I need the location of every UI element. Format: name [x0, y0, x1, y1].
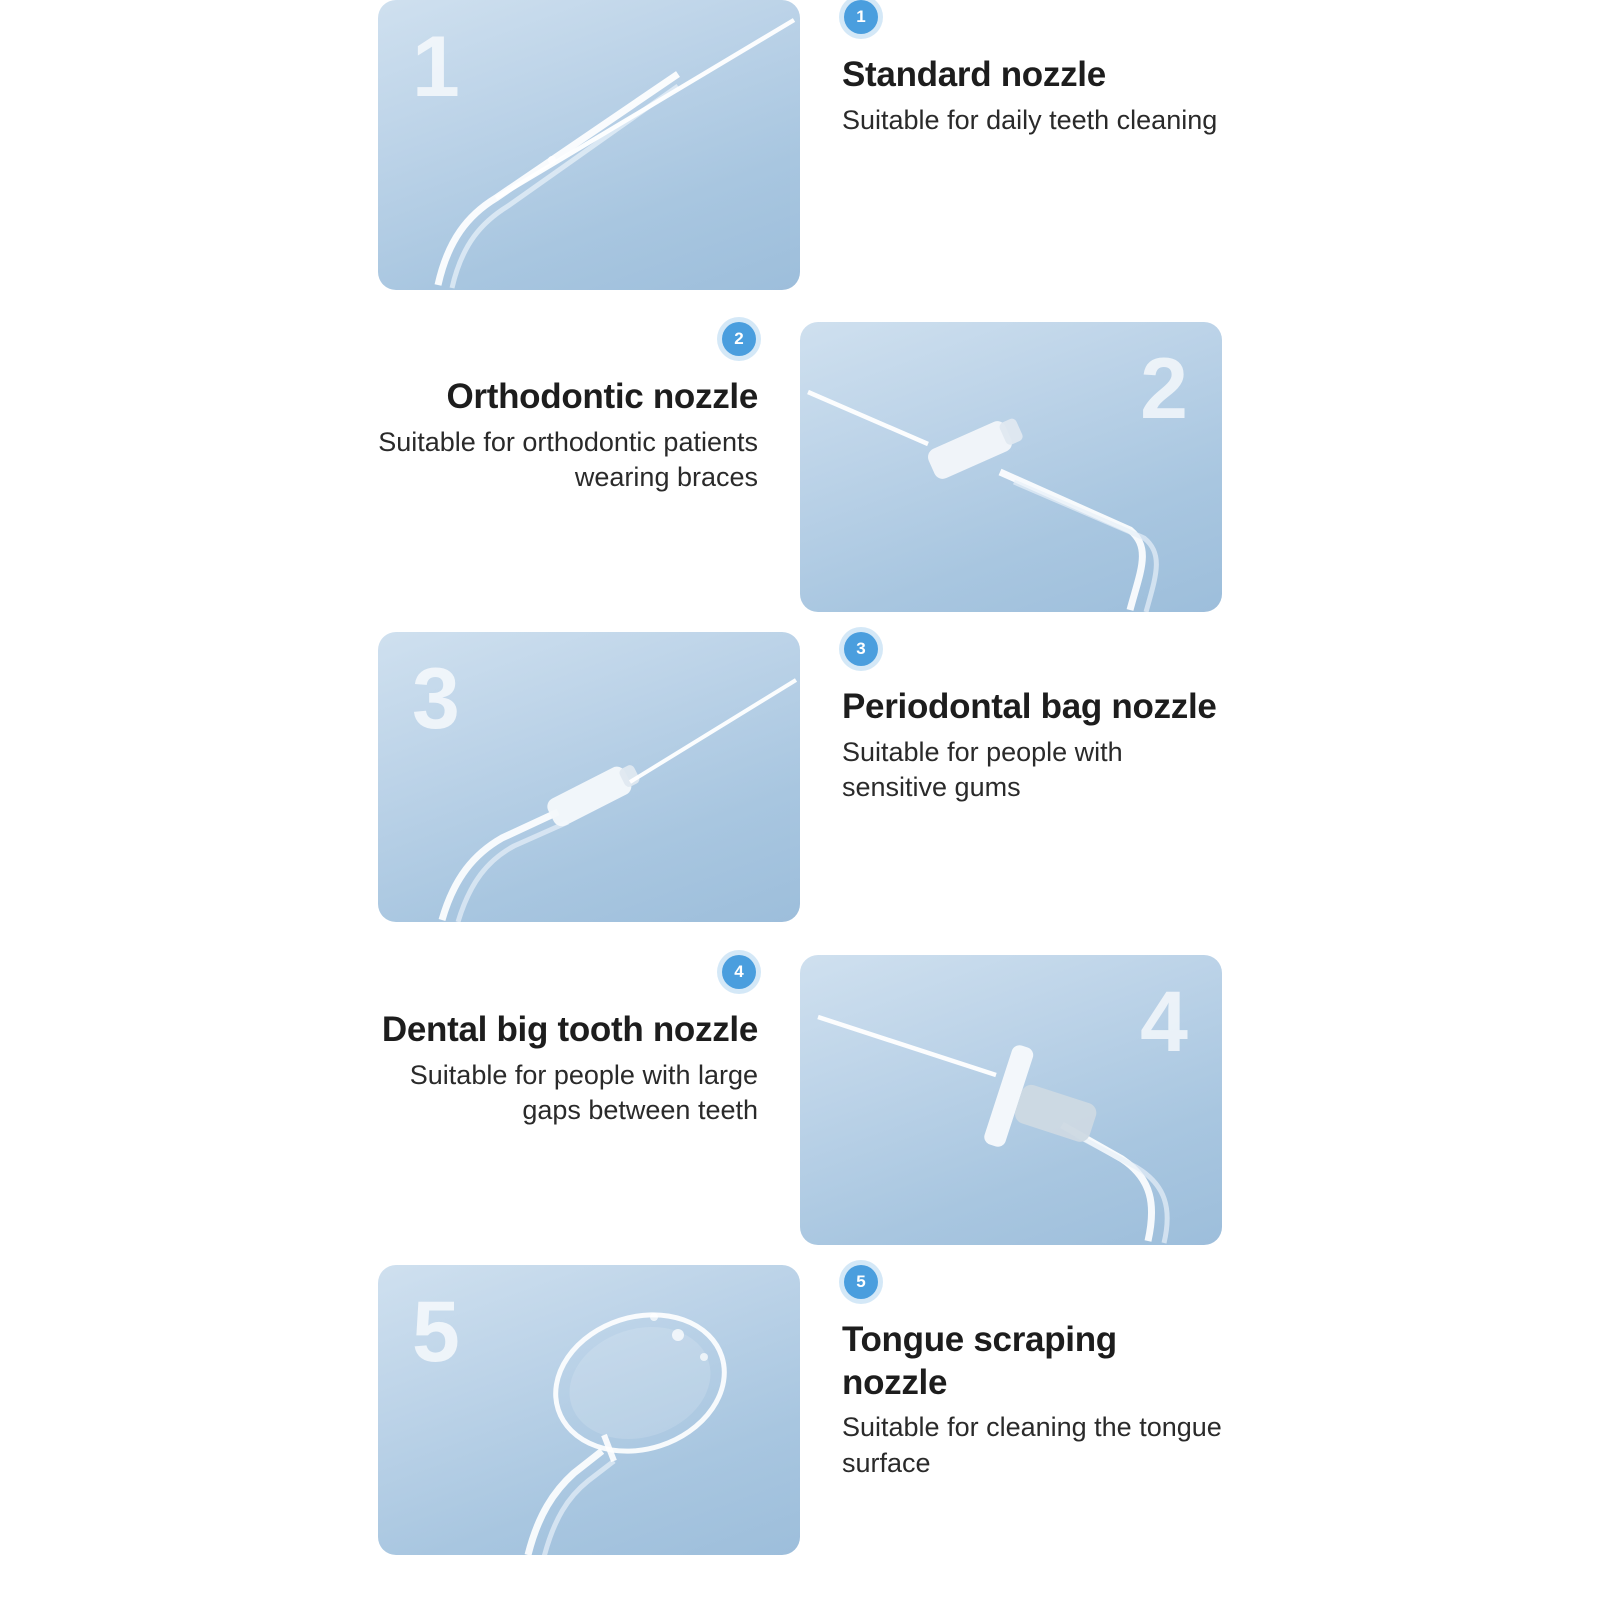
periodontal-bag-nozzle-photo: [378, 632, 800, 922]
nozzle-item-1: [378, 0, 1222, 290]
nozzle-title-3: Periodontal bag nozzle: [842, 687, 1217, 726]
tongue-scraping-nozzle-photo: [378, 1265, 800, 1555]
step-number-3: 3: [412, 651, 460, 747]
step-number-1: 1: [412, 19, 460, 115]
nozzle-item-5: [378, 1265, 1222, 1555]
nozzle-desc-5: Suitable for cleaning the tongue surface: [842, 1412, 1222, 1478]
nozzle-text-3: [800, 632, 1222, 806]
nozzle-text-4: [378, 955, 800, 1129]
orthodontic-nozzle-photo: [800, 322, 1222, 612]
nozzle-title-1: Standard nozzle: [842, 55, 1106, 94]
nozzle-desc-1: Suitable for daily teeth cleaning: [842, 104, 1218, 135]
nozzle-title-4: Dental big tooth nozzle: [381, 1010, 758, 1049]
nozzle-desc-4: Suitable for people with large gaps between teeth: [409, 1059, 758, 1126]
nozzle-title-5: Tongue scraping nozzle: [842, 1320, 1117, 1402]
nozzle-text-1: [800, 0, 1222, 138]
step-badge-1: 1: [844, 0, 878, 34]
standard-nozzle-photo: [378, 0, 800, 290]
nozzle-desc-2: Suitable for orthodontic patients wearing braces: [378, 426, 758, 493]
dental-big-tooth-nozzle-photo: [800, 955, 1222, 1245]
nozzle-desc-3: Suitable for people with sensitive gums: [842, 736, 1123, 803]
nozzle-item-4: [378, 955, 1222, 1245]
step-badge-3: 3: [844, 632, 878, 666]
nozzle-item-3: [378, 632, 1222, 922]
step-number-2: 2: [1140, 341, 1188, 437]
step-badge-4: 4: [722, 955, 756, 989]
step-number-4: 4: [1140, 974, 1188, 1070]
step-badge-2: 2: [722, 322, 756, 356]
nozzle-text-2: [378, 322, 800, 496]
nozzle-text-5: [800, 1265, 1222, 1482]
nozzle-item-2: [378, 322, 1222, 612]
step-number-5: 5: [412, 1284, 460, 1380]
step-badge-5: 5: [844, 1265, 878, 1299]
nozzle-title-2: Orthodontic nozzle: [446, 377, 758, 416]
